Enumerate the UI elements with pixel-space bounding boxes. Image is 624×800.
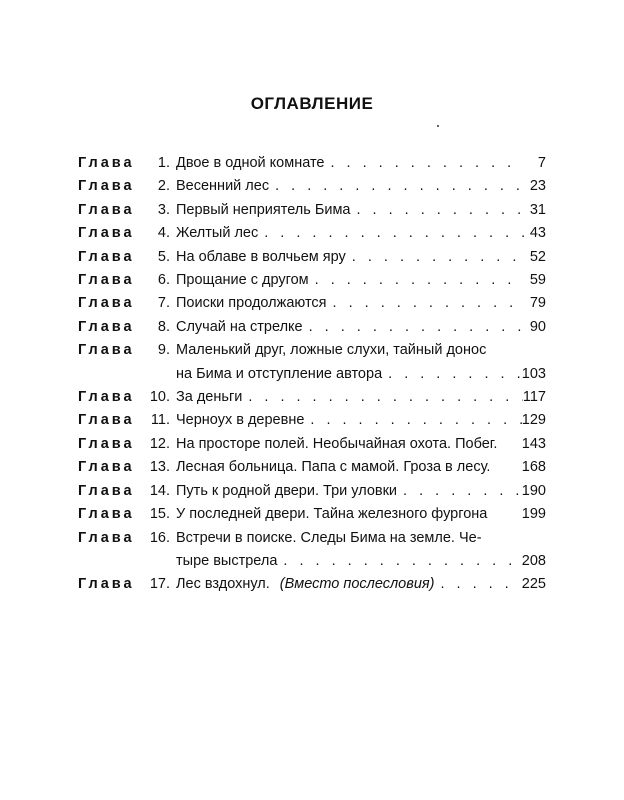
page-number: 190 — [521, 482, 546, 499]
page-number: 23 — [529, 178, 546, 195]
page-number: 168 — [521, 459, 546, 476]
toc-entry-6 — [78, 269, 546, 292]
dot-leader — [277, 550, 521, 573]
dot-leader — [351, 199, 525, 222]
page-number: 143 — [521, 435, 546, 452]
toc-entry-12 — [78, 433, 546, 456]
chapter-title: Двое в одной комнате — [176, 155, 325, 171]
chapter-title: Черноух в деревне — [176, 412, 305, 429]
toc-entry-15 — [78, 503, 546, 526]
toc-entry-4 — [78, 222, 546, 245]
toc-entry-8 — [78, 316, 546, 339]
chapter-number: 4. — [157, 225, 170, 242]
page-number: 225 — [521, 576, 546, 593]
toc-entry-9 — [78, 339, 546, 386]
chapter-title: Весенний лес — [176, 178, 270, 195]
chapter-number: 13. — [149, 459, 170, 476]
chapter-number: 8. — [157, 318, 170, 335]
dot-leader — [382, 363, 522, 386]
chapter-label: Глава — [78, 389, 135, 406]
page-number: 79 — [529, 295, 546, 312]
chapter-title: Прощание с другом — [176, 272, 309, 289]
chapter-number: 11. — [150, 412, 170, 429]
chapter-number: 14. — [149, 482, 170, 499]
dot-leader — [325, 152, 525, 175]
chapter-title-line-2: тыре выстрела — [176, 552, 278, 569]
chapter-title: Случай на стрелке — [176, 318, 303, 335]
page-number: 208 — [521, 552, 546, 569]
chapter-title-line-2: на Бима и отступление автора — [176, 365, 383, 382]
chapter-label: Глава — [78, 435, 135, 452]
page-number: 199 — [521, 506, 546, 523]
chapter-label: Глава — [78, 506, 135, 523]
chapter-number: 3. — [157, 201, 170, 218]
toc-entry-14 — [78, 480, 546, 503]
chapter-label: Глава — [78, 412, 135, 429]
chapter-title: У последней двери. Тайна железного фургона — [176, 506, 488, 523]
chapter-title: Путь к родной двери. Три уловки — [176, 482, 398, 499]
page-number: 117 — [522, 389, 546, 406]
chapter-label: Глава — [78, 482, 135, 499]
chapter-number: 10. — [149, 389, 170, 406]
page-number: 129 — [521, 412, 546, 429]
toc-entry-13 — [78, 456, 546, 479]
page-number: 7 — [537, 155, 546, 171]
toc-entry-2 — [78, 175, 546, 198]
chapter-label: Глава — [78, 155, 135, 171]
toc-entry-3 — [78, 199, 546, 222]
chapter-label: Глава — [78, 295, 135, 312]
chapter-label: Глава — [78, 225, 135, 242]
chapter-title-line-1: Маленький друг, ложные слухи, тайный донос — [176, 342, 487, 359]
chapter-number: 15. — [149, 506, 170, 523]
toc-entry-1 — [78, 152, 546, 175]
toc-entry-7 — [78, 292, 546, 315]
dot-leader — [309, 269, 524, 292]
chapter-number: 16. — [149, 529, 170, 546]
toc-entry-16 — [78, 527, 546, 574]
page-number: 52 — [529, 248, 546, 265]
chapter-label: Глава — [78, 248, 135, 265]
chapter-title: Желтый лес — [176, 225, 259, 242]
chapter-title: За деньги — [176, 389, 243, 406]
dot-leader — [242, 386, 523, 409]
chapter-title: Лесная больница. Папа с мамой. Гроза в лесу. — [176, 459, 491, 476]
chapter-title: На облаве в волчьем яру — [176, 248, 346, 265]
toc-entry-11 — [78, 409, 546, 432]
table-of-contents — [78, 152, 546, 597]
chapter-label: Глава — [78, 178, 135, 195]
chapter-number: 7. — [157, 295, 170, 312]
chapter-number: 6. — [157, 272, 170, 289]
page-number: 31 — [529, 201, 546, 218]
chapter-label: Глава — [78, 272, 135, 289]
dot-leader — [346, 246, 524, 269]
toc-entry-10 — [78, 386, 546, 409]
chapter-title: Лес вздохнул. — [176, 576, 270, 593]
page-number: 90 — [529, 318, 546, 335]
chapter-label: Глава — [78, 459, 135, 476]
chapter-label: Глава — [78, 342, 135, 359]
chapter-label: Глава — [78, 201, 135, 218]
chapter-label: Глава — [78, 318, 135, 335]
dot-leader — [303, 316, 524, 339]
dot-leader — [327, 292, 524, 315]
chapter-number: 12. — [149, 435, 170, 452]
dot-leader — [397, 480, 522, 503]
page-number: 43 — [529, 225, 546, 242]
chapter-subtitle: (Вместо послесловия) — [279, 576, 435, 593]
dot-leader — [258, 222, 524, 245]
page-number: 59 — [529, 272, 546, 289]
page-number: 103 — [521, 365, 546, 382]
dot-leader — [434, 573, 521, 596]
dot-leader — [304, 409, 521, 432]
page-title: ОГЛАВЛЕНИЕ — [250, 94, 374, 113]
chapter-label: Глава — [78, 529, 135, 546]
toc-entry-17 — [78, 573, 546, 596]
chapter-number: 9. — [157, 342, 170, 359]
chapter-title: Поиски продолжаются — [176, 295, 327, 312]
chapter-title: Первый неприятель Бима — [176, 201, 351, 218]
chapter-title: На просторе полей. Необычайная охота. Побег. — [176, 435, 498, 452]
print-speck — [437, 125, 439, 127]
toc-entry-5 — [78, 246, 546, 269]
chapter-title-line-1: Встречи в поиске. Следы Бима на земле. Че- — [176, 529, 482, 546]
chapter-number: 5. — [157, 248, 170, 265]
chapter-number: 2. — [157, 178, 170, 195]
chapter-number: 17. — [149, 576, 170, 593]
chapter-label: Глава — [78, 576, 135, 593]
chapter-number: 1. — [157, 155, 170, 171]
dot-leader — [269, 175, 524, 198]
